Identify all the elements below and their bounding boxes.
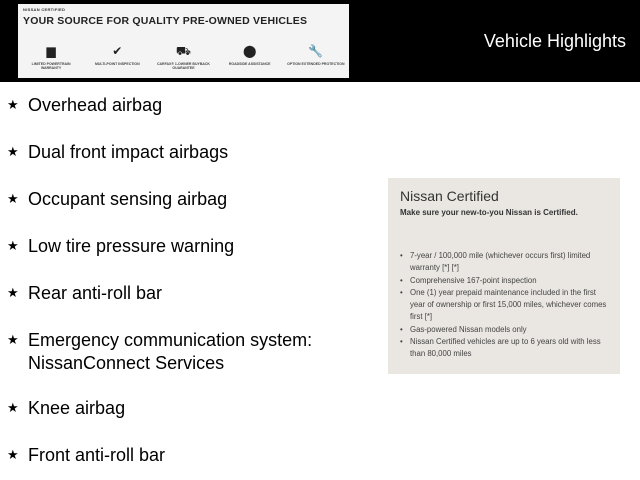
banner-title: YOUR SOURCE FOR QUALITY PRE-OWNED VEHICLES [23,15,308,27]
banner-feature [88,44,146,70]
highlight-text: Low tire pressure warning [28,236,235,256]
card-title: Nissan Certified [400,188,499,204]
wrench-icon: 🔧 [308,44,324,58]
car-icon: ⛟ [175,44,192,58]
highlight-text: Rear anti-roll bar [28,283,163,303]
feature-label: MULTI-POINT INSPECTION [94,62,140,66]
highlight-text: Dual front impact airbags [28,142,229,162]
card-bullet: • 7-year / 100,000 mile (whichever occurs first) limited warranty [*] [*] [400,250,612,275]
banner-features [18,44,349,70]
banner-feature [154,44,212,70]
card-bullet: • Gas-powered Nissan models only [400,324,612,336]
banner-feature [221,44,279,70]
feature-label: LIMITED POWERTRAIN WARRANTY [31,62,71,70]
star-icon: ★ [7,400,19,415]
banner-feature [287,44,345,70]
star-icon: ★ [7,144,19,159]
star-icon: ★ [7,332,19,347]
map-pin-icon: ⬤ [242,44,257,58]
card-bullet: • Comprehensive 167-point inspection [400,275,612,287]
card-bullet: • One (1) year prepaid maintenance included in the first year of ownership or first 15,000 miles, whichever comes first [*] [400,287,612,324]
page-title: Vehicle Highlights [483,31,626,51]
star-icon: ★ [7,191,19,206]
banner-kicker: NISSAN CERTIFIED [23,7,66,12]
highlight-text: Overhead airbag [28,95,163,115]
highlight-text: Occupant sensing airbag [28,189,228,209]
certified-banner [18,4,349,78]
header-bar [0,0,640,82]
star-icon: ★ [7,97,19,112]
star-icon: ★ [7,285,19,300]
card-bullet: • Nissan Certified vehicles are up to 6 years old with less than 80,000 miles [400,336,612,361]
document-icon: ▆ [46,44,56,58]
feature-label: CARFAX® 1-OWNER BUYBACK GUARANTEE [156,62,210,70]
nissan-certified-card [388,178,620,374]
checkmark-icon: ✔ [112,44,123,58]
feature-label: OPTION EXTENDED PROTECTION [287,62,345,66]
highlight-text: Front anti-roll bar [28,445,166,465]
card-bullet-list [400,250,612,361]
star-icon: ★ [7,447,19,462]
highlight-text: Knee airbag [28,398,126,418]
banner-feature [22,44,80,70]
highlight-text: Emergency communication system: NissanConnect Services [28,330,313,373]
feature-label: ROADSIDE ASSISTANCE [228,62,271,66]
card-subtitle: Make sure your new-to-you Nissan is Certified. [400,208,578,217]
star-icon: ★ [7,238,19,253]
